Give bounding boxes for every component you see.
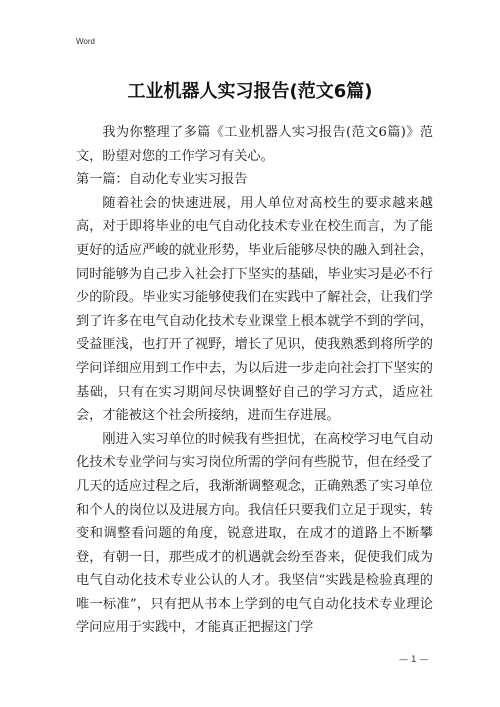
page-number: — 1 — [399,655,429,665]
body-paragraph: 刚进入实习单位的时候我有些担忧，在高校学习电气自动化技术专业学问与实习岗位所需的学问有些脱节，但在经受了几天的适应过程之后，我渐渐调整观念，正确熟悉了实习单位和个人的岗位以及进展方向。我信任只要我们立足于现实，转变和调整看问题的角度，锐意进取，在成才的道路上不断攀登，有朝一日，那些成才的机遇就会纷至沓来，促使我们成为电气自动化技术专业公认的人才。我坚信“实践是检验真理的唯一标准”，只有把从书本上学到的电气自动化技术专业理论学问应用于实践中，才能真正把握这门学 [76,431,433,636]
document-title: 工业机器人实习报告(范文6篇) [127,81,373,102]
section-heading: 第一篇：自动化专业实习报告 [76,172,248,188]
body-paragraph: 随着社会的快速进展，用人单位对高校生的要求越来越高，对于即将毕业的电气自动化技术专业在校生而言，为了能更好的适应严峻的就业形势，毕业后能够尽快的融入到社会，同时能够为自己步入社会打下坚实的基础，毕业实习是必不行少的阶段。毕业实习能够使我们在实践中了解社会，让我们学到了许多在电气自动化技术专业课堂上根本就学不到的学问，受益匪浅，也打开了视野，增长了见识，使我熟悉到将所学的学问详细应用到工作中去，为以后进一步走向社会打下坚实的基础，只有在实习期间尽快调整好自己的学习方式，适应社会，才能被这个社会所接纳，进而生存进展。 [76,195,433,424]
intro-paragraph: 我为你整理了多篇《工业机器人实习报告(范文6篇)》范文，盼望对您的工作学习有关心。 [76,125,433,164]
app-label: Word [76,37,95,46]
document-body [76,121,433,640]
